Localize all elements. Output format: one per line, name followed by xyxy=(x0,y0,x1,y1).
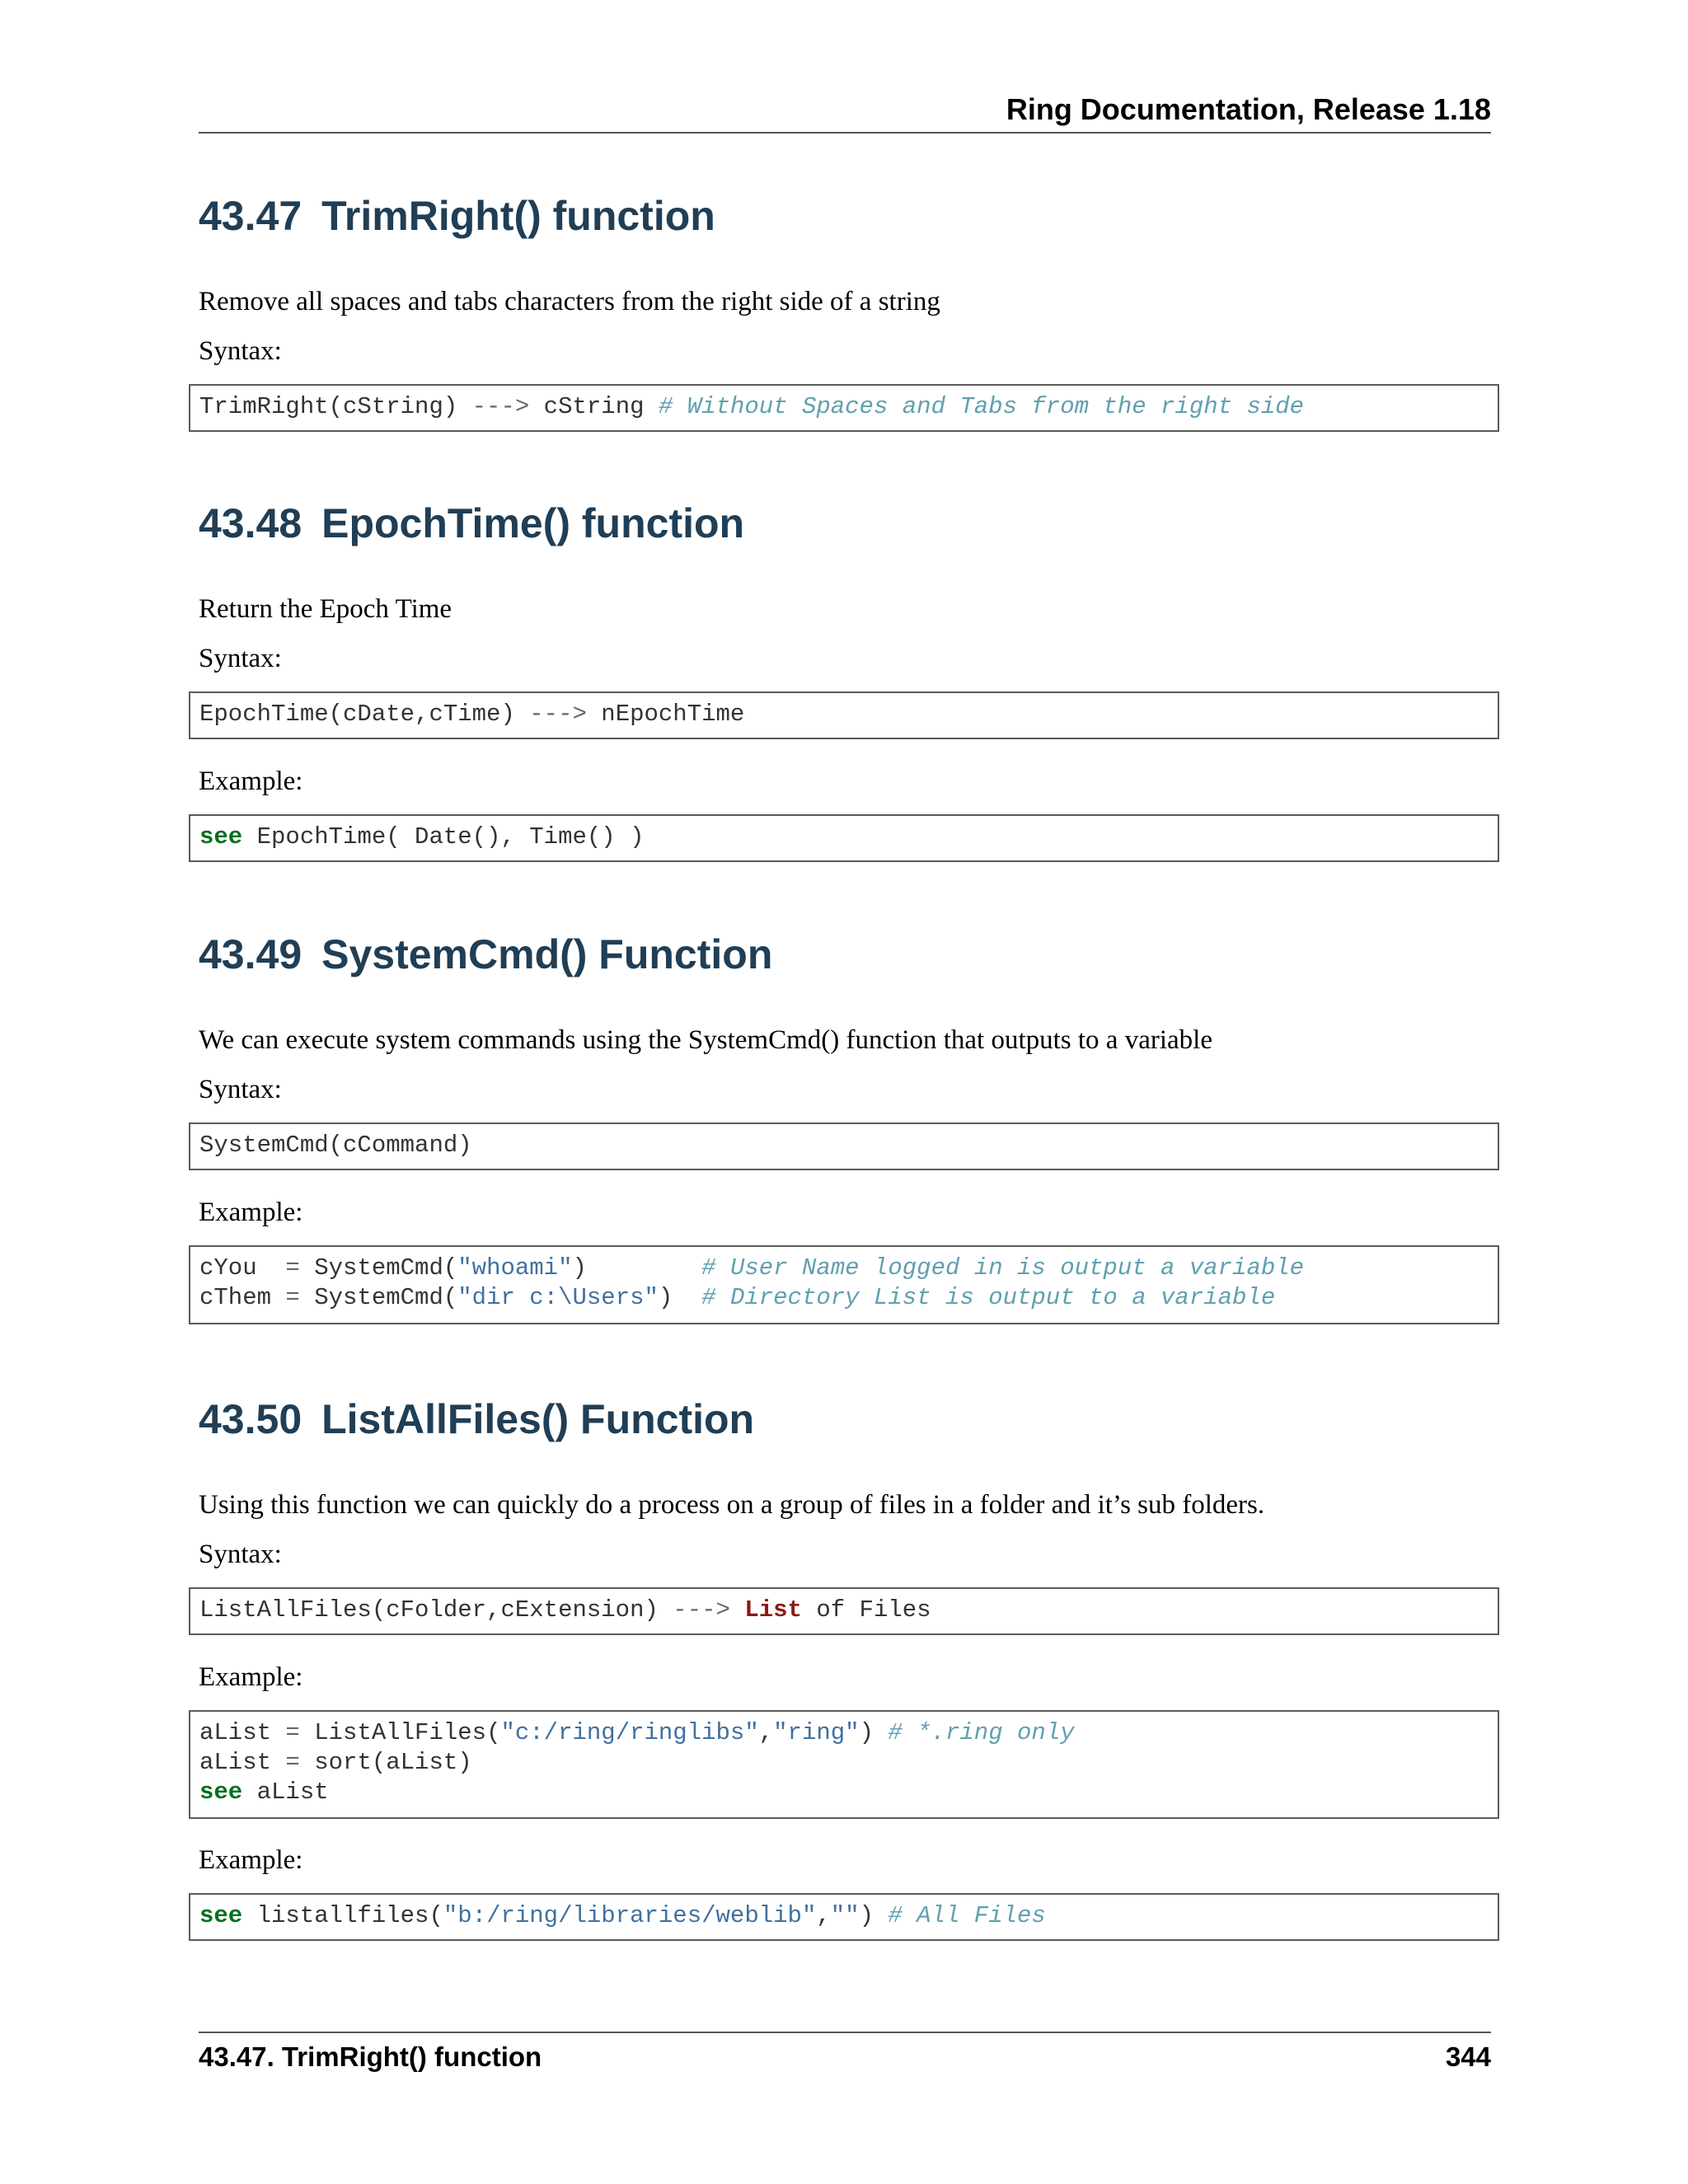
code-call: SystemCmd( xyxy=(299,1254,458,1282)
code-comment: # *.ring only xyxy=(888,1719,1075,1746)
code-line xyxy=(199,1748,1498,1778)
code-line xyxy=(199,1778,1498,1807)
code-quote: " xyxy=(457,1254,472,1282)
code-line xyxy=(199,1254,1498,1283)
section-number: 43.50 xyxy=(199,1396,302,1442)
code-return: of Files xyxy=(801,1596,931,1624)
example-label: Example: xyxy=(199,1662,303,1692)
code-return: nEpochTime xyxy=(586,701,745,728)
code-var: cThem xyxy=(199,1284,286,1311)
code-line xyxy=(199,392,1498,422)
code-var: aList xyxy=(199,1719,286,1746)
section-listallfiles xyxy=(199,1394,1491,1929)
section-description: We can execute system commands using the SystemCmd() function that outputs to a variable xyxy=(199,1025,1212,1055)
code-var: aList xyxy=(199,1749,286,1776)
code-keyword: see xyxy=(199,1779,243,1806)
section-title: EpochTime() function xyxy=(321,500,745,546)
code-operator: = xyxy=(285,1719,300,1746)
code-comma: , xyxy=(758,1719,774,1746)
code-line xyxy=(199,1283,1498,1313)
code-line xyxy=(199,823,1498,852)
syntax-code-block xyxy=(189,384,1499,432)
code-comment: # Directory List is output to a variable xyxy=(701,1284,1276,1311)
code-call: ListAllFiles( xyxy=(299,1719,501,1746)
code-quote: " xyxy=(457,1284,472,1311)
syntax-code-block xyxy=(189,691,1499,739)
code-call: SystemCmd( xyxy=(299,1284,458,1311)
page-footer xyxy=(199,2032,1491,2083)
page-number: 344 xyxy=(1445,2041,1491,2072)
code-arrow: ---> xyxy=(673,1596,730,1624)
code-close: ) xyxy=(859,1719,889,1746)
code-line xyxy=(199,1596,1498,1625)
code-keyword: see xyxy=(199,823,243,851)
example-code-block xyxy=(189,814,1499,862)
code-rest: aList xyxy=(242,1779,329,1806)
code-arrow: ---> xyxy=(471,393,530,420)
code-close: ) xyxy=(859,1902,889,1929)
code-call: listallfiles( xyxy=(242,1902,443,1929)
code-rest: sort(aList) xyxy=(299,1749,472,1776)
code-fn: SystemCmd(cCommand) xyxy=(199,1132,472,1159)
code-line xyxy=(199,700,1498,729)
code-string: c:/ring/ringlibs xyxy=(514,1719,745,1746)
footer-section-title: 43.47. TrimRight() function xyxy=(199,2041,542,2072)
code-string: b:/ring/libraries/weblib xyxy=(457,1902,802,1929)
section-heading xyxy=(199,191,1491,241)
code-comma: , xyxy=(816,1902,831,1929)
section-heading xyxy=(199,1394,1491,1444)
syntax-label: Syntax: xyxy=(199,1075,282,1104)
code-quote: " xyxy=(801,1902,817,1929)
code-quote: " xyxy=(644,1284,659,1311)
header-title: Ring Documentation, Release 1.18 xyxy=(1006,92,1491,126)
code-arrow: ---> xyxy=(529,701,587,728)
code-string: "" xyxy=(830,1902,860,1929)
code-operator: = xyxy=(285,1254,300,1282)
code-fn: ListAllFiles(cFolder,cExtension) xyxy=(199,1596,673,1624)
section-trimright xyxy=(199,191,1491,420)
code-comment: # All Files xyxy=(888,1902,1046,1929)
code-fn: EpochTime(cDate,cTime) xyxy=(199,701,530,728)
syntax-label: Syntax: xyxy=(199,1540,282,1569)
code-operator: = xyxy=(285,1749,300,1776)
example-label: Example: xyxy=(199,766,303,796)
page-header xyxy=(199,92,1491,134)
code-string: whoami xyxy=(471,1254,559,1282)
example-code-block xyxy=(189,1710,1499,1819)
code-keyword: List xyxy=(729,1596,802,1624)
code-close: ) xyxy=(572,1254,702,1282)
code-operator: = xyxy=(285,1284,300,1311)
example-label: Example: xyxy=(199,1197,303,1227)
section-systemcmd xyxy=(199,930,1491,1311)
example-code-block xyxy=(189,1245,1499,1324)
code-line xyxy=(199,1718,1498,1748)
code-rest: EpochTime( Date(), Time() ) xyxy=(242,823,645,851)
syntax-code-block xyxy=(189,1587,1499,1635)
section-number: 43.49 xyxy=(199,931,302,977)
section-number: 43.47 xyxy=(199,193,302,239)
code-string: dir c:\Users xyxy=(471,1284,645,1311)
syntax-code-block xyxy=(189,1122,1499,1170)
code-quote: " xyxy=(744,1719,759,1746)
section-description: Return the Epoch Time xyxy=(199,594,452,624)
section-heading xyxy=(199,930,1491,979)
section-epochtime xyxy=(199,499,1491,851)
section-title: SystemCmd() Function xyxy=(321,931,773,977)
code-quote: " xyxy=(443,1902,458,1929)
example-label: Example: xyxy=(199,1845,303,1875)
code-var: cYou xyxy=(199,1254,286,1282)
section-description: Using this function we can quickly do a process on a group of files in a folder and it’s sub folders. xyxy=(199,1490,1265,1520)
code-comment: # User Name logged in is output a variable xyxy=(701,1254,1305,1282)
code-string: ring xyxy=(787,1719,846,1746)
section-title: TrimRight() function xyxy=(321,193,715,239)
code-fn: TrimRight(cString) xyxy=(199,393,472,420)
section-title: ListAllFiles() Function xyxy=(321,1396,755,1442)
code-keyword: see xyxy=(199,1902,243,1929)
code-return: cString xyxy=(529,393,659,420)
code-close: ) xyxy=(658,1284,702,1311)
code-line xyxy=(199,1901,1498,1931)
syntax-label: Syntax: xyxy=(199,336,282,366)
code-comment: # Without Spaces and Tabs from the right side xyxy=(658,393,1305,420)
code-quote: " xyxy=(500,1719,515,1746)
code-quote: " xyxy=(558,1254,573,1282)
code-quote: " xyxy=(773,1719,788,1746)
section-number: 43.48 xyxy=(199,500,302,546)
section-description: Remove all spaces and tabs characters from the right side of a string xyxy=(199,287,940,316)
syntax-label: Syntax: xyxy=(199,644,282,673)
code-line xyxy=(199,1131,1498,1160)
code-quote: " xyxy=(845,1719,860,1746)
example-code-block xyxy=(189,1893,1499,1941)
section-heading xyxy=(199,499,1491,548)
